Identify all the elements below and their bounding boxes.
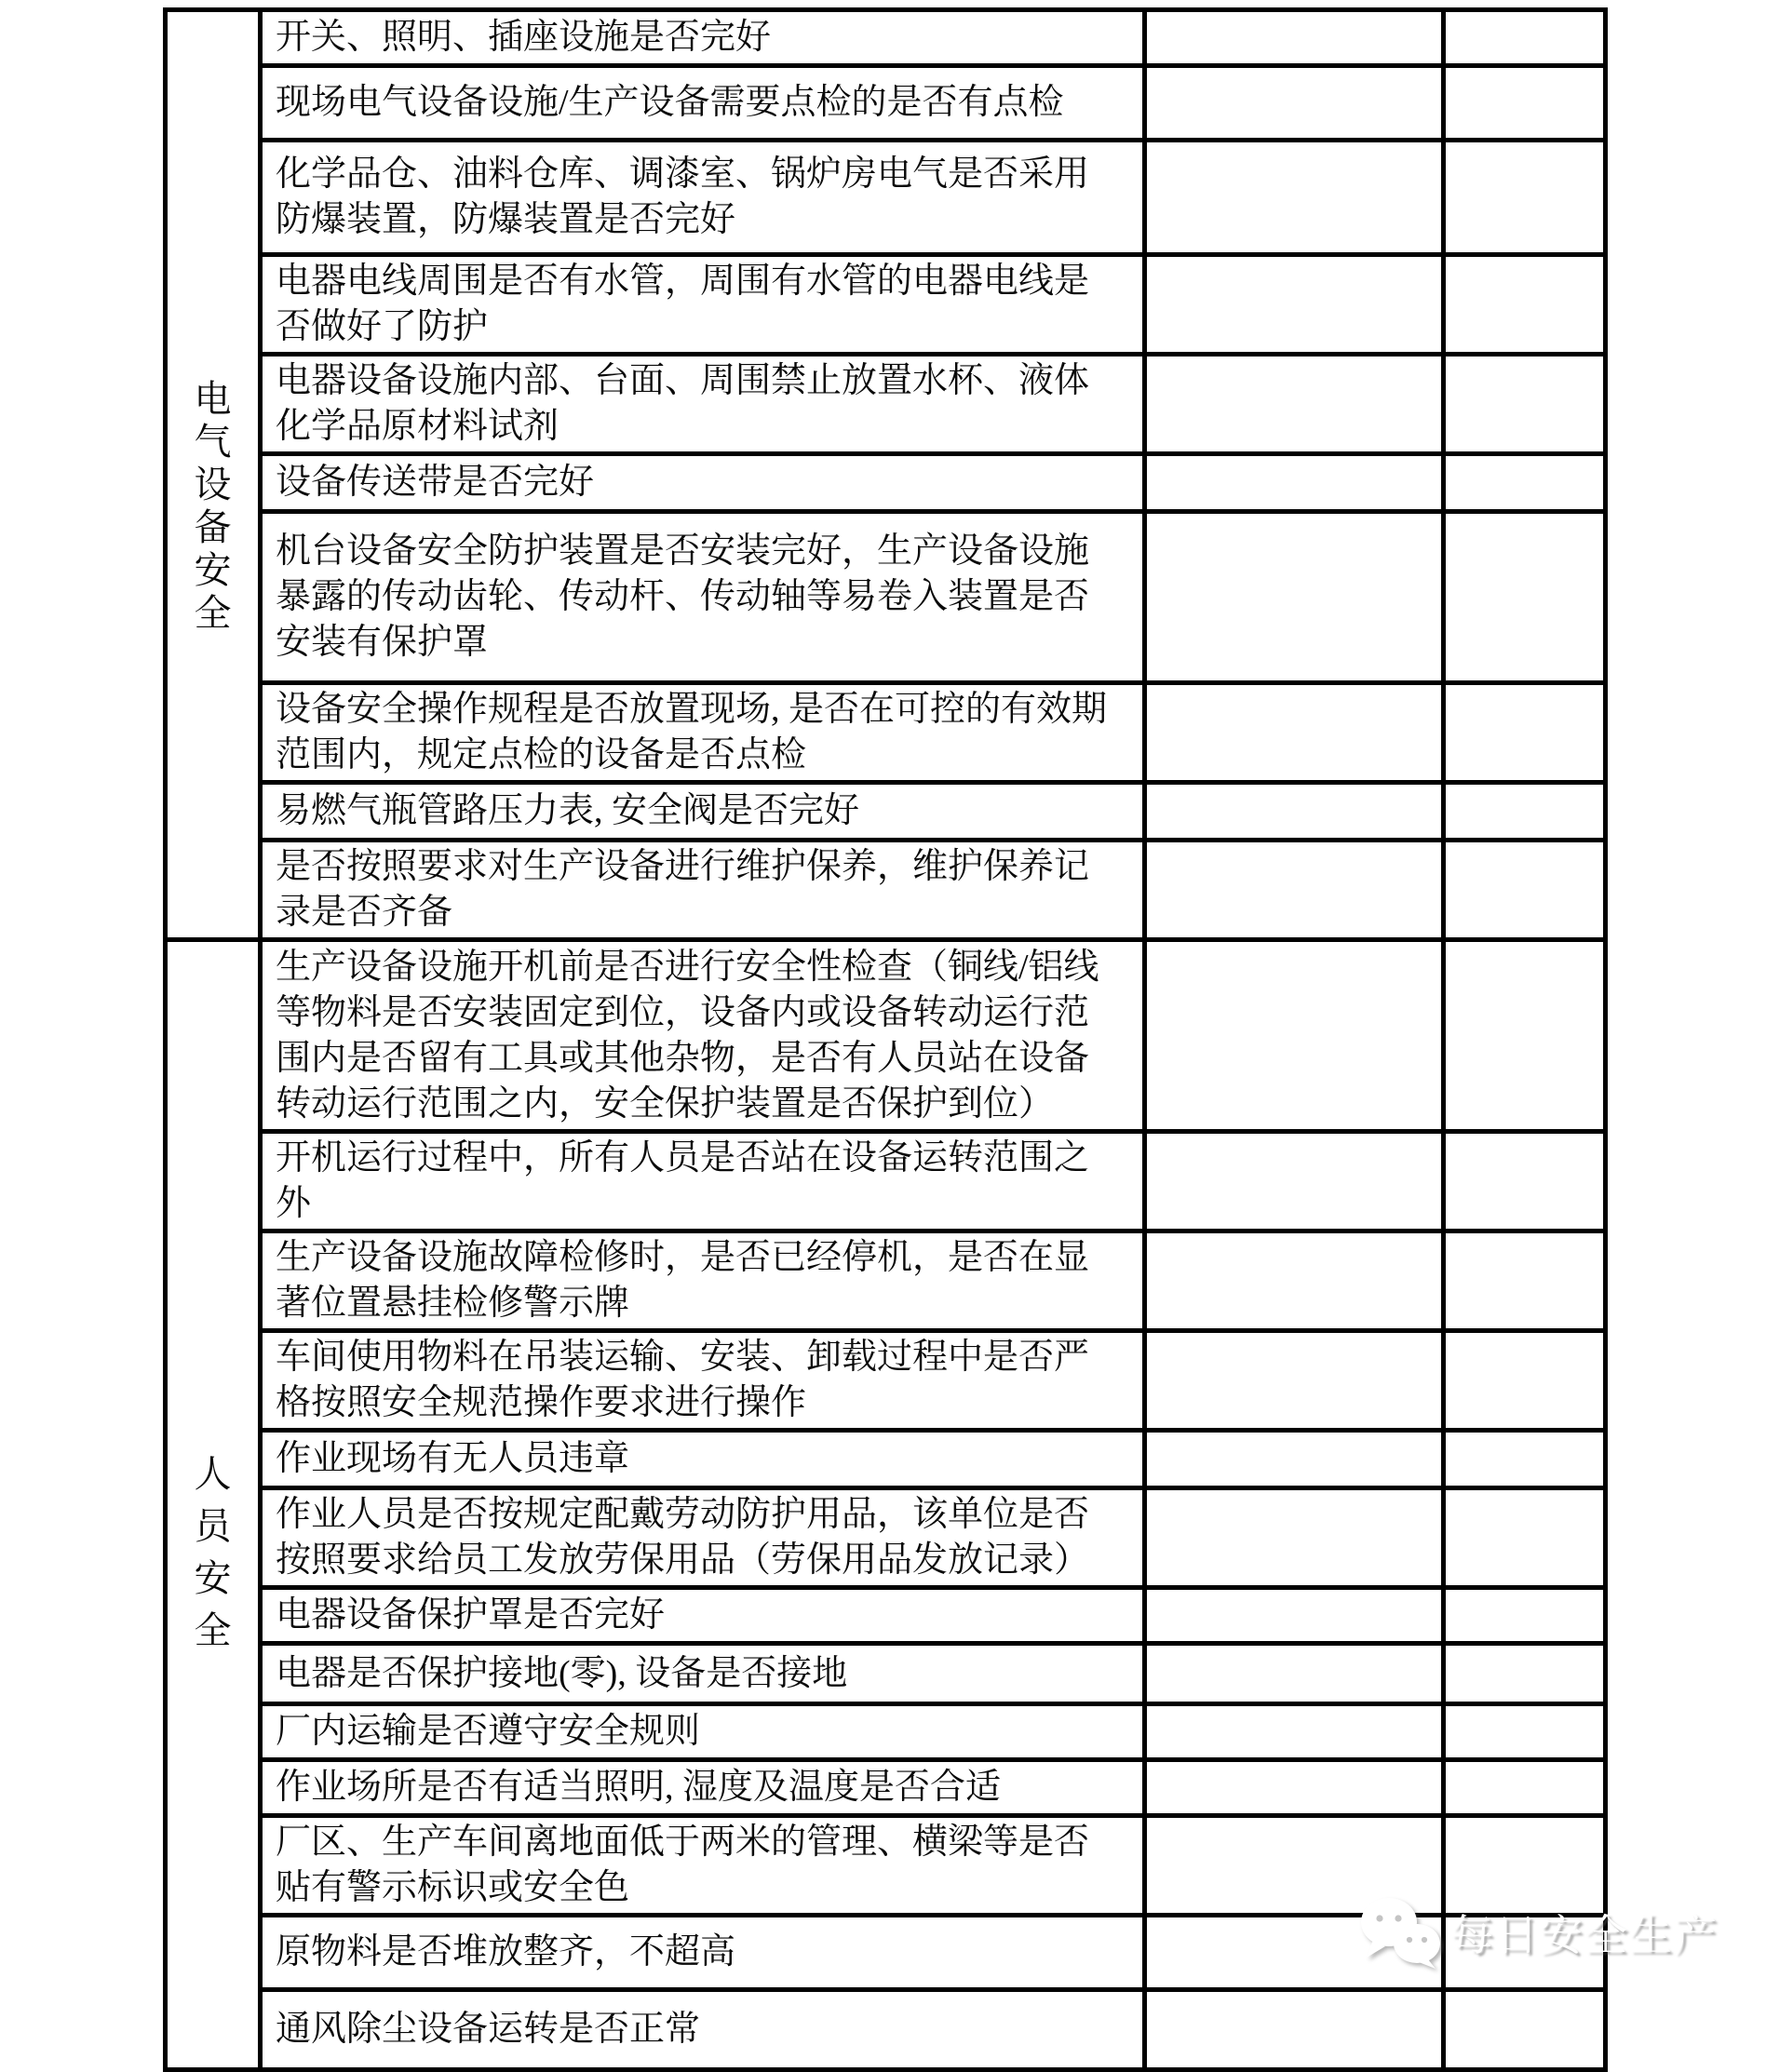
item-text-cell: 开机运行过程中，所有人员是否站在设备运转范围之外 bbox=[261, 1132, 1145, 1231]
table-row bbox=[166, 1760, 1606, 1816]
item-text-cell: 电器设备设施内部、台面、周围禁止放置水杯、液体化学品原材料试剂 bbox=[261, 355, 1145, 454]
check-result-cell bbox=[1145, 355, 1444, 454]
remark-cell bbox=[1444, 66, 1606, 141]
item-text-cell: 车间使用物料在吊装运输、安装、卸载过程中是否严格按照安全规范操作要求进行操作 bbox=[261, 1331, 1145, 1431]
check-result-cell bbox=[1145, 1431, 1444, 1488]
table-row bbox=[166, 66, 1606, 141]
table-row bbox=[166, 940, 1606, 1132]
check-result-cell bbox=[1145, 940, 1444, 1132]
category-cell bbox=[166, 940, 261, 2070]
check-result-cell bbox=[1145, 1916, 1444, 1990]
remark-cell bbox=[1444, 1132, 1606, 1231]
check-result-cell bbox=[1145, 1331, 1444, 1431]
check-result-cell bbox=[1145, 1704, 1444, 1760]
remark-cell bbox=[1444, 1231, 1606, 1331]
item-text-cell: 开关、照明、插座设施是否完好 bbox=[261, 10, 1145, 66]
check-result-cell bbox=[1145, 841, 1444, 940]
remark-cell bbox=[1444, 355, 1606, 454]
remark-cell bbox=[1444, 1644, 1606, 1704]
item-text-cell: 化学品仓、油料仓库、调漆室、锅炉房电气是否采用防爆装置，防爆装置是否完好 bbox=[261, 141, 1145, 255]
remark-cell bbox=[1444, 1588, 1606, 1644]
check-result-cell bbox=[1145, 454, 1444, 512]
check-result-cell bbox=[1145, 1644, 1444, 1704]
table-row bbox=[166, 1488, 1606, 1588]
item-text-cell: 电器设备保护罩是否完好 bbox=[261, 1588, 1145, 1644]
remark-cell bbox=[1444, 1916, 1606, 1990]
check-result-cell bbox=[1145, 1990, 1444, 2070]
check-result-cell bbox=[1145, 141, 1444, 255]
check-result-cell bbox=[1145, 1588, 1444, 1644]
item-text-cell: 设备安全操作规程是否放置现场, 是否在可控的有效期范围内，规定点检的设备是否点检 bbox=[261, 683, 1145, 783]
remark-cell bbox=[1444, 512, 1606, 683]
table-row bbox=[166, 355, 1606, 454]
check-result-cell bbox=[1145, 1132, 1444, 1231]
remark-cell bbox=[1444, 783, 1606, 841]
category-cell bbox=[166, 10, 261, 940]
remark-cell bbox=[1444, 1760, 1606, 1816]
remark-cell bbox=[1444, 1990, 1606, 2070]
item-text-cell: 现场电气设备设施/生产设备需要点检的是否有点检 bbox=[261, 66, 1145, 141]
check-result-cell bbox=[1145, 783, 1444, 841]
table-row bbox=[166, 1916, 1606, 1990]
table-row bbox=[166, 841, 1606, 940]
item-text-cell: 作业人员是否按规定配戴劳动防护用品，该单位是否按照要求给员工发放劳保用品（劳保用品发放记录） bbox=[261, 1488, 1145, 1588]
check-result-cell bbox=[1145, 66, 1444, 141]
safety-checklist-table bbox=[163, 7, 1608, 2072]
item-text-cell: 设备传送带是否完好 bbox=[261, 454, 1145, 512]
table-row bbox=[166, 141, 1606, 255]
item-text-cell: 作业现场有无人员违章 bbox=[261, 1431, 1145, 1488]
remark-cell bbox=[1444, 1431, 1606, 1488]
remark-cell bbox=[1444, 1331, 1606, 1431]
table-row bbox=[166, 1644, 1606, 1704]
check-result-cell bbox=[1145, 1231, 1444, 1331]
table-row bbox=[166, 783, 1606, 841]
table-row bbox=[166, 1331, 1606, 1431]
item-text-cell: 厂内运输是否遵守安全规则 bbox=[261, 1704, 1145, 1760]
table-row bbox=[166, 10, 1606, 66]
item-text-cell: 是否按照要求对生产设备进行维护保养，维护保养记录是否齐备 bbox=[261, 841, 1145, 940]
table-row bbox=[166, 1990, 1606, 2070]
check-result-cell bbox=[1145, 1760, 1444, 1816]
remark-cell bbox=[1444, 1704, 1606, 1760]
table-row bbox=[166, 512, 1606, 683]
item-text-cell: 生产设备设施开机前是否进行安全性检查（铜线/铝线等物料是否安装固定到位，设备内或设备转动运行范围内是否留有工具或其他杂物，是否有人员站在设备转动运行范围之内，安全保护装置是否保护到位） bbox=[261, 940, 1145, 1132]
item-text-cell: 机台设备安全防护装置是否安装完好，生产设备设施暴露的传动齿轮、传动杆、传动轴等易卷入装置是否安装有保护罩 bbox=[261, 512, 1145, 683]
table-row bbox=[166, 683, 1606, 783]
remark-cell bbox=[1444, 683, 1606, 783]
item-text-cell: 电器电线周围是否有水管，周围有水管的电器电线是否做好了防护 bbox=[261, 255, 1145, 355]
item-text-cell: 作业场所是否有适当照明, 湿度及温度是否合适 bbox=[261, 1760, 1145, 1816]
check-result-cell bbox=[1145, 1816, 1444, 1916]
remark-cell bbox=[1444, 1488, 1606, 1588]
category-label: 人员安全 bbox=[194, 1452, 232, 1651]
category-label: 电气设备安全 bbox=[194, 378, 232, 634]
table-row bbox=[166, 1588, 1606, 1644]
remark-cell bbox=[1444, 841, 1606, 940]
table-row bbox=[166, 255, 1606, 355]
table-row bbox=[166, 1816, 1606, 1916]
table-row bbox=[166, 1704, 1606, 1760]
item-text-cell: 易燃气瓶管路压力表, 安全阀是否完好 bbox=[261, 783, 1145, 841]
table-row bbox=[166, 1132, 1606, 1231]
remark-cell bbox=[1444, 10, 1606, 66]
remark-cell bbox=[1444, 255, 1606, 355]
item-text-cell: 原物料是否堆放整齐，不超高 bbox=[261, 1916, 1145, 1990]
remark-cell bbox=[1444, 454, 1606, 512]
watermark-text: 每日安全生产 bbox=[1450, 1912, 1719, 1959]
item-text-cell: 通风除尘设备运转是否正常 bbox=[261, 1990, 1145, 2070]
item-text-cell: 生产设备设施故障检修时，是否已经停机，是否在显著位置悬挂检修警示牌 bbox=[261, 1231, 1145, 1331]
remark-cell bbox=[1444, 1816, 1606, 1916]
remark-cell bbox=[1444, 141, 1606, 255]
item-text-cell: 电器是否保护接地(零), 设备是否接地 bbox=[261, 1644, 1145, 1704]
table-row bbox=[166, 1231, 1606, 1331]
remark-cell bbox=[1444, 940, 1606, 1132]
item-text-cell: 厂区、生产车间离地面低于两米的管理、横梁等是否贴有警示标识或安全色 bbox=[261, 1816, 1145, 1916]
check-result-cell bbox=[1145, 512, 1444, 683]
check-result-cell bbox=[1145, 1488, 1444, 1588]
table-row bbox=[166, 454, 1606, 512]
table-row bbox=[166, 1431, 1606, 1488]
check-result-cell bbox=[1145, 255, 1444, 355]
check-result-cell bbox=[1145, 683, 1444, 783]
check-result-cell bbox=[1145, 10, 1444, 66]
